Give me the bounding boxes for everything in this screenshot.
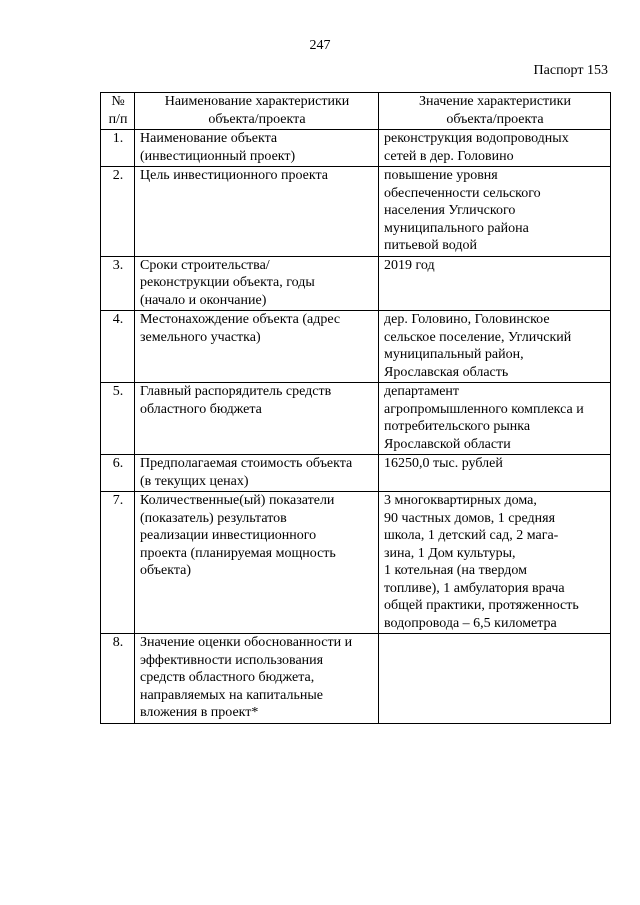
- row-characteristic: Предполагаемая стоимость объекта (в текущих ценах): [135, 455, 379, 492]
- header-num: № п/п: [101, 93, 135, 130]
- table-header-row: [101, 93, 611, 130]
- row-characteristic: Цель инвестиционного проекта: [135, 167, 379, 257]
- header-value: Значение характеристики объекта/проекта: [379, 93, 611, 130]
- table-row: [101, 311, 611, 383]
- row-characteristic: Местонахождение объекта (адрес земельного участка): [135, 311, 379, 383]
- row-value: [379, 634, 611, 724]
- row-value: дер. Головино, Головинское сельское поселение, Угличский муниципальный район, Ярославская область: [379, 311, 611, 383]
- table-row: [101, 455, 611, 492]
- row-number: 3.: [101, 256, 135, 311]
- row-number: 1.: [101, 130, 135, 167]
- row-number: 4.: [101, 311, 135, 383]
- row-value: департамент агропромышленного комплекса и потребительского рынка Ярославской области: [379, 383, 611, 455]
- row-characteristic: Сроки строительства/ реконструкции объекта, годы (начало и окончание): [135, 256, 379, 311]
- row-value: повышение уровня обеспеченности сельского населения Угличского муниципального района питьевой водой: [379, 167, 611, 257]
- passport-table: [100, 92, 611, 724]
- row-number: 2.: [101, 167, 135, 257]
- table-row: [101, 256, 611, 311]
- row-value: 3 многоквартирных дома, 90 частных домов, 1 средняя школа, 1 детский сад, 2 мага- зина, 1 Дом культуры, 1 котельная (на твердом топливе), 1 амбулатория врача общей практики, протяженность водопровода – 6,5 километра: [379, 492, 611, 634]
- table-row: [101, 383, 611, 455]
- row-value: 2019 год: [379, 256, 611, 311]
- row-characteristic: Главный распорядитель средств областного бюджета: [135, 383, 379, 455]
- page-number: 247: [309, 38, 331, 53]
- passport-label: Паспорт 153: [533, 63, 608, 78]
- row-characteristic: Наименование объекта (инвестиционный проект): [135, 130, 379, 167]
- row-number: 8.: [101, 634, 135, 724]
- table-row: [101, 492, 611, 634]
- header-name: Наименование характеристики объекта/проекта: [135, 93, 379, 130]
- table-row: [101, 167, 611, 257]
- table-row: [101, 130, 611, 167]
- row-number: 7.: [101, 492, 135, 634]
- row-characteristic: Количественные(ый) показатели (показатель) результатов реализации инвестиционного проекта (планируемая мощность объекта): [135, 492, 379, 634]
- row-number: 5.: [101, 383, 135, 455]
- row-characteristic: Значение оценки обоснованности и эффективности использования средств областного бюджета, направляемых на капитальные вложения в проект*: [135, 634, 379, 724]
- row-value: реконструкция водопроводных сетей в дер. Головино: [379, 130, 611, 167]
- table-row: [101, 634, 611, 724]
- row-value: 16250,0 тыс. рублей: [379, 455, 611, 492]
- row-number: 6.: [101, 455, 135, 492]
